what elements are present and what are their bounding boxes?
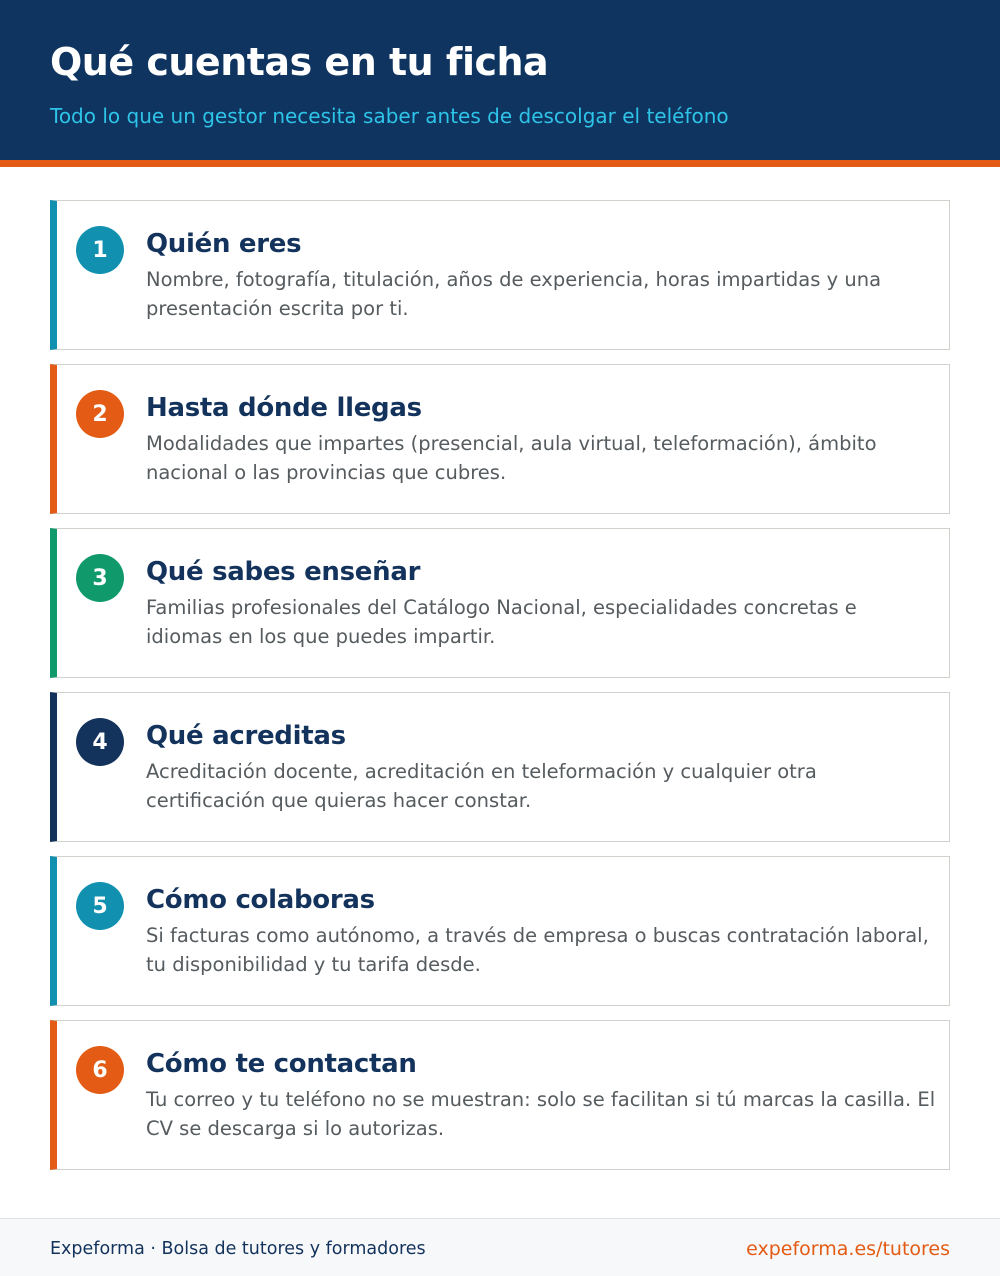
card-quien-eres — [50, 200, 950, 350]
card-title: Qué acreditas — [146, 721, 346, 751]
card-title: Cómo colaboras — [146, 885, 375, 915]
card-como-colaboras — [50, 856, 950, 1006]
card-description: Si facturas como autónomo, a través de empresa o buscas contratación laboral, tu disponibilidad y tu tarifa desde. — [146, 924, 929, 976]
card-description: Nombre, fotografía, titulación, años de experiencia, horas impartidas y una presentación escrita por ti. — [146, 268, 882, 320]
card-description: Modalidades que impartes (presencial, aula virtual, teleformación), ámbito nacional o las provincias que cubres. — [146, 432, 877, 484]
card-como-te-contactan — [50, 1020, 950, 1170]
page-subtitle: Todo lo que un gestor necesita saber antes de descolgar el teléfono — [50, 104, 729, 128]
card-title: Quién eres — [146, 229, 302, 259]
page-header — [0, 0, 1000, 160]
card-description: Acreditación docente, acreditación en teleformación y cualquier otra certificación que quieras hacer constar. — [146, 760, 817, 812]
page-title: Qué cuentas en tu ficha — [50, 40, 549, 84]
header-accent-stripe — [0, 160, 1000, 167]
card-number-badge: 6 — [76, 1046, 124, 1094]
card-title: Hasta dónde llegas — [146, 393, 422, 423]
card-number-badge: 1 — [76, 226, 124, 274]
footer-link[interactable]: expeforma.es/tutores — [746, 1238, 950, 1260]
card-hasta-donde-llegas — [50, 364, 950, 514]
card-que-acreditas — [50, 692, 950, 842]
card-que-sabes-ensenar — [50, 528, 950, 678]
card-number-badge: 2 — [76, 390, 124, 438]
card-title: Qué sabes enseñar — [146, 557, 421, 587]
card-number-badge: 4 — [76, 718, 124, 766]
card-number-badge: 5 — [76, 882, 124, 930]
page-footer — [0, 1218, 1000, 1276]
card-description: Familias profesionales del Catálogo Nacional, especialidades concretas e idiomas en los que puedes impartir. — [146, 596, 857, 648]
footer-brand-text: Expeforma · Bolsa de tutores y formadores — [50, 1239, 426, 1259]
card-description: Tu correo y tu teléfono no se muestran: solo se facilitan si tú marcas la casilla. El CV se descarga si lo autorizas. — [146, 1088, 936, 1140]
card-number-badge: 3 — [76, 554, 124, 602]
card-title: Cómo te contactan — [146, 1049, 417, 1079]
